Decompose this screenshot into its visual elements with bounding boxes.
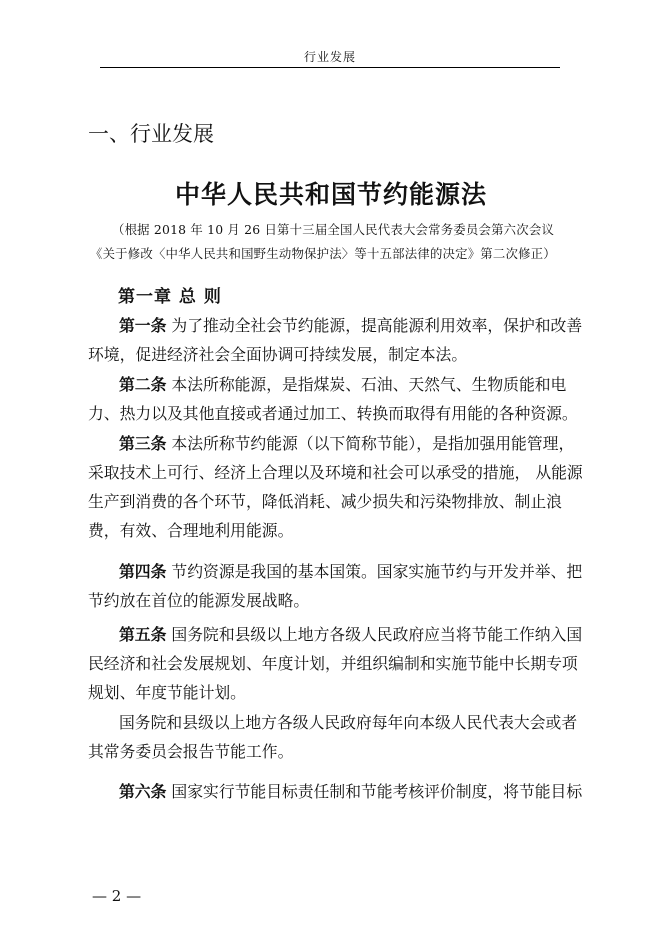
article-number: 第六条 (119, 782, 167, 801)
article-text: 国家实行节能目标责任制和节能考核评价制度，将节能目标 (166, 782, 583, 801)
article-number: 第四条 (119, 562, 167, 581)
article-1 (88, 311, 584, 369)
article-text: 本法所称能源，是指煤炭、石油、天然气、生物质能和电力、热力以及其他直接或者通过加工、转换而取得有用能的各种资源。 (88, 375, 578, 423)
article-number: 第二条 (119, 375, 167, 394)
article-text: 本法所称节约能源（以下简称节能），是指加强用能管理，采取技术上可行、经济上合理以及环境和社会可以承受的措施， 从能源生产到消费的各个环节，降低消耗、减少损失和污染物排放、制止浪费，有效、合理地利用能源。 (88, 434, 583, 540)
header-divider (100, 67, 560, 68)
article-5-paragraph-2 (88, 708, 584, 766)
article-text: 节约资源是我国的基本国策。国家实施节约与开发并举、把节约放在首位的能源发展战略。 (88, 562, 583, 610)
article-number: 第三条 (119, 434, 167, 453)
running-header: 行业发展 (303, 50, 356, 64)
section-heading: 一、行业发展 (88, 122, 214, 146)
article-2 (88, 370, 584, 428)
article-text: 国务院和县级以上地方各级人民政府每年向本级人民代表大会或者其常务委员会报告节能工作。 (88, 713, 578, 761)
article-5 (88, 620, 584, 707)
article-6 (88, 777, 584, 806)
article-3 (88, 429, 584, 545)
revision-note: （根据 2018 年 10 月 26 日第十三届全国人民代表大会常务委员会第六次会议《关于修改〈中华人民共和国野生动物保护法〉等十五部法律的决定》第二次修正） (90, 222, 556, 261)
page-number: — 2 — (92, 887, 142, 905)
article-number: 第五条 (119, 625, 167, 644)
article-text: 为了推动全社会节约能源，提高能源利用效率，保护和改善环境，促进经济社会全面协调可持续发展，制定本法。 (88, 316, 583, 364)
chapter-title: 第一章 总 则 (118, 287, 222, 307)
article-4 (88, 557, 584, 615)
law-title: 中华人民共和国节约能源法 (174, 180, 487, 209)
article-number: 第一条 (119, 316, 167, 335)
article-text: 国务院和县级以上地方各级人民政府应当将节能工作纳入国民经济和社会发展规划、年度计划，并组织编制和实施节能中长期专项规划、年度节能计划。 (88, 625, 583, 702)
